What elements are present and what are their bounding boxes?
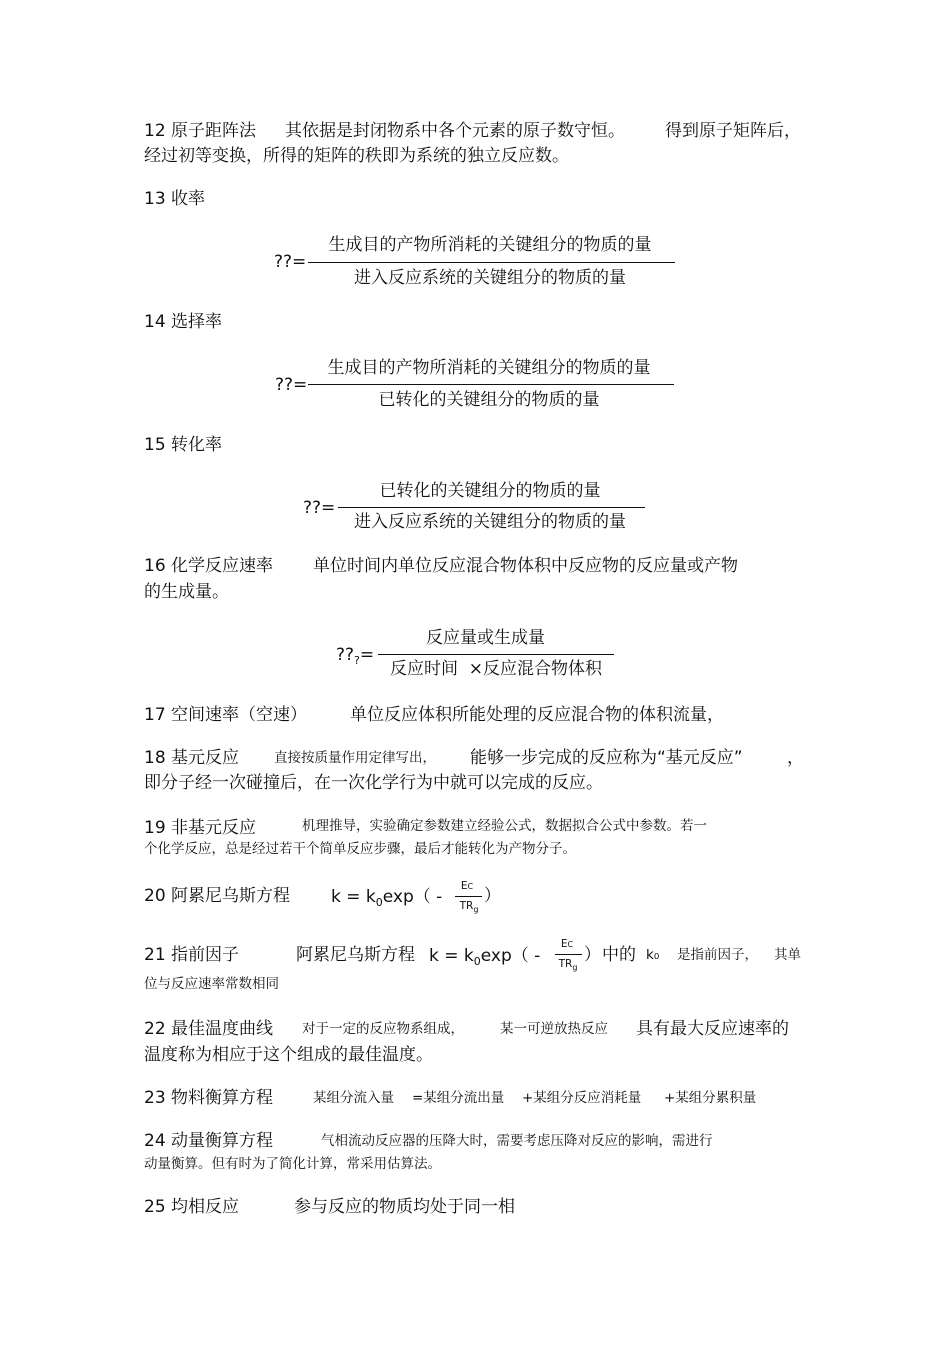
entry-19-term: 19 非基元反应 xyxy=(144,818,257,838)
yield-formula-lhs: ??= xyxy=(274,252,307,272)
entry-23-part2: =某组分流出量 xyxy=(412,1090,505,1106)
entry-18-comma: ， xyxy=(787,748,804,768)
entry-19-line1: 机理推导，实验确定参数建立经验公式，数据拟合公式中参数。若一 xyxy=(302,818,707,834)
arrhenius-21-denominator: $TR_g$ xyxy=(558,958,578,972)
arrhenius-20-denominator: $TR_g$ xyxy=(459,900,479,914)
entry-14-term: 14 选择率 xyxy=(144,312,223,332)
entry-22-term: 22 最佳温度曲线 xyxy=(144,1019,274,1039)
entry-18-line2: 即分子经一次碰撞后，在一次化学行为中就可以完成的反应。 xyxy=(144,773,603,793)
arrhenius-formula-21: $k = k_0\exp$（ - xyxy=(429,946,541,968)
entry-21-line2: 位与反应速率常数相同 xyxy=(144,976,279,992)
arrhenius-formula-20: $k = k_0\exp$（ - xyxy=(331,887,443,909)
entry-21-pre: 阿累尼乌斯方程 xyxy=(296,945,415,965)
entry-23-part4: +某组分累积量 xyxy=(664,1090,757,1106)
entry-21-term: 21 指前因子 xyxy=(144,945,240,965)
arrhenius-20-fraction-line xyxy=(455,896,482,897)
entry-15-term: 15 转化率 xyxy=(144,435,223,455)
entry-16-term: 16 化学反应速率 xyxy=(144,556,274,576)
entry-23-term: 23 物料衡算方程 xyxy=(144,1088,274,1108)
entry-18-term: 18 基元反应 xyxy=(144,748,240,768)
entry-23-part3: +某组分反应消耗量 xyxy=(522,1090,642,1106)
entry-16-line1: 单位时间内单位反应混合物体积中反应物的反应量或产物 xyxy=(313,556,738,576)
yield-denominator: 进入反应系统的关键组分的物质的量 xyxy=(354,268,626,288)
arrhenius-21-close: ） xyxy=(584,945,601,965)
rate-denominator: 反应时间 ×反应混合物体积 xyxy=(389,659,603,679)
entry-22-small1: 对于一定的反应物系组成， xyxy=(302,1021,464,1037)
entry-18-def: 能够一步完成的反应称为“基元反应” xyxy=(470,748,743,768)
conversion-formula-lhs: ??= xyxy=(303,498,336,518)
entry-20-term: 20 阿累尼乌斯方程 xyxy=(144,886,291,906)
entry-21-small2: 其单 xyxy=(774,947,801,963)
conversion-denominator: 进入反应系统的关键组分的物质的量 xyxy=(354,512,626,532)
entry-12-line1b: 得到原子矩阵后， xyxy=(665,121,801,141)
entry-13-term: 13 收率 xyxy=(144,189,206,209)
selectivity-denominator: 已转化的关键组分的物质的量 xyxy=(378,390,600,410)
conversion-fraction-line xyxy=(338,507,645,508)
entry-24-term: 24 动量衡算方程 xyxy=(144,1131,274,1151)
entry-22-small2: 某一可逆放热反应 xyxy=(500,1021,608,1037)
selectivity-fraction-line xyxy=(308,384,674,385)
entry-22-def: 具有最大反应速率的 xyxy=(636,1019,789,1039)
entry-12-line1: 其依据是封闭物系中各个元素的原子数守恒。 xyxy=(285,121,625,141)
selectivity-numerator: 生成目的产物所消耗的关键组分的物质的量 xyxy=(327,358,651,378)
entry-21-k0: k₀ xyxy=(646,947,660,963)
entry-12-term: 12 原子距阵法 xyxy=(144,121,257,141)
entry-12-line2: 经过初等变换，所得的矩阵的秩即为系统的独立反应数。 xyxy=(144,146,569,166)
arrhenius-20-close: ） xyxy=(484,886,501,906)
entry-24-line2: 动量衡算。但有时为了简化计算，常采用估算法。 xyxy=(144,1156,441,1172)
entry-25-def: 参与反应的物质均处于同一相 xyxy=(294,1197,515,1217)
selectivity-formula-lhs: ??= xyxy=(275,375,308,395)
arrhenius-21-numerator: EC xyxy=(560,938,574,950)
rate-numerator: 反应量或生成量 xyxy=(426,628,545,648)
entry-17-def: 单位反应体积所能处理的反应混合物的体积流量， xyxy=(350,705,724,725)
entry-24-line1: 气相流动反应器的压降大时，需要考虑压降对反应的影响，需进行 xyxy=(321,1133,713,1149)
rate-formula-lhs: $??_?=$ xyxy=(336,645,375,667)
entry-16-line2: 的生成量。 xyxy=(144,582,229,602)
conversion-numerator: 已转化的关键组分的物质的量 xyxy=(379,481,601,501)
yield-numerator: 生成目的产物所消耗的关键组分的物质的量 xyxy=(328,235,652,255)
entry-22-line2: 温度称为相应于这个组成的最佳温度。 xyxy=(144,1045,433,1065)
arrhenius-20-numerator: EC xyxy=(460,880,474,892)
entry-19-line2: 个化学反应，总是经过若干个简单反应步骤，最后才能转化为产物分子。 xyxy=(144,841,576,857)
entry-18-small: 直接按质量作用定律写出， xyxy=(274,750,436,766)
arrhenius-21-fraction-line xyxy=(555,954,582,955)
entry-21-small1: 是指前因子， xyxy=(677,947,758,963)
entry-25-term: 25 均相反应 xyxy=(144,1197,240,1217)
entry-21-mid: 中的 xyxy=(602,945,636,965)
entry-23-part1: 某组分流入量 xyxy=(313,1090,394,1106)
rate-fraction-line xyxy=(378,654,614,655)
entry-17-term: 17 空间速率（空速） xyxy=(144,705,308,725)
yield-fraction-line xyxy=(308,262,675,263)
